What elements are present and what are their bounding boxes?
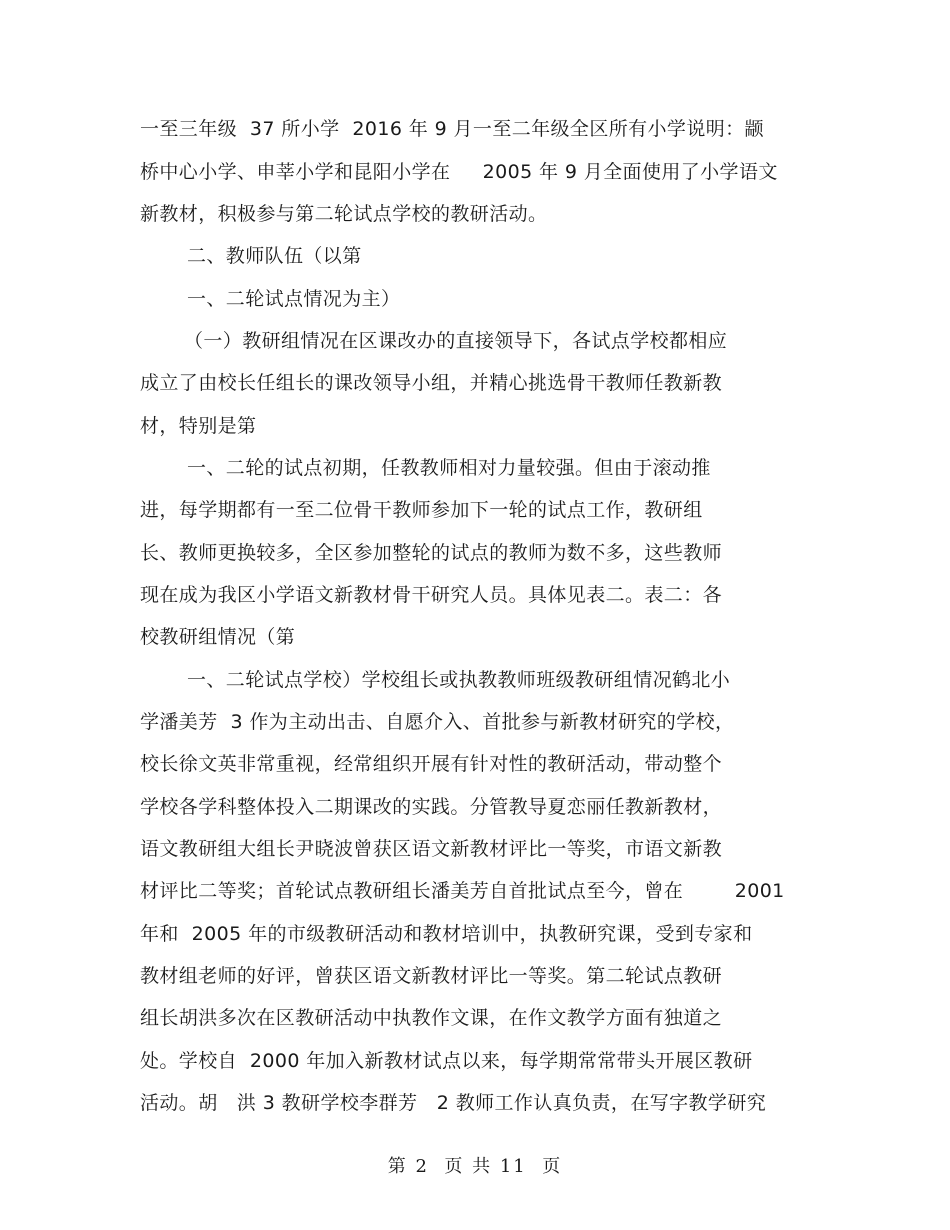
section-heading: 一、二轮试点情况为主） bbox=[187, 288, 401, 310]
text-line: 校长徐文英非常重视，经常组织开展有针对性的教研活动，带动整个 bbox=[140, 753, 723, 775]
text-line: 一、二轮试点学校）学校组长或执教教师班级教研组情况鹤北小 bbox=[187, 669, 731, 691]
text-line: 学潘美芳 3 作为主动出击、自愿介入、首批参与新教材研究的学校， bbox=[140, 711, 735, 733]
text-line: 一、二轮的试点初期，任教教师相对力量较强。但由于滚动推 bbox=[187, 457, 711, 479]
text-line: 语文教研组大组长尹晓波曾获区语文新教材评比一等奖，市语文新教 bbox=[140, 838, 723, 860]
text-line: 新教材，积极参与第二轮试点学校的教研活动。 bbox=[140, 203, 548, 225]
text-line: （一）教研组情况在区课改办的直接领导下，各试点学校都相应 bbox=[184, 330, 728, 352]
text-line: 桥中心小学、申莘小学和昆阳小学在 2005 年 9 月全面使用了小学语文 bbox=[140, 161, 778, 183]
text-line: 长、教师更换较多，全区参加整轮的试点的教师为数不多，这些教师 bbox=[140, 542, 723, 564]
text-line: 年和 2005 年的市级教研活动和教材培训中，执教研究课，受到专家和 bbox=[140, 923, 753, 945]
page-number-footer: 第 2 页 共 11 页 bbox=[387, 1156, 563, 1177]
text-line: 材评比二等奖；首轮试点教研组长潘美芳自首批试点至今，曾在 2001 bbox=[140, 880, 785, 902]
section-heading: 二、教师队伍（以第 bbox=[187, 245, 362, 267]
text-line: 活动。胡 洪 3 教研学校李群芳 2 教师工作认真负责，在写字教学研究 bbox=[140, 1092, 767, 1114]
text-line: 校教研组情况（第 bbox=[140, 626, 296, 648]
text-line: 成立了由校长任组长的课改领导小组，并精心挑选骨干教师任教新教 bbox=[140, 372, 723, 394]
text-line: 组长胡洪多次在区教研活动中执教作文课，在作文教学方面有独道之 bbox=[140, 1007, 723, 1029]
text-line: 材，特别是第 bbox=[140, 415, 257, 437]
text-line: 学校各学科整体投入二期课改的实践。分管教导夏恋丽任教新教材， bbox=[140, 796, 723, 818]
text-line: 教材组老师的好评，曾获区语文新教材评比一等奖。第二轮试点教研 bbox=[140, 965, 723, 987]
text-line: 现在成为我区小学语文新教材骨干研究人员。具体见表二。表二：各 bbox=[140, 584, 723, 606]
text-line: 处。学校自 2000 年加入新教材试点以来，每学期常常带头开展区教研 bbox=[140, 1050, 753, 1072]
text-line: 一至三年级 37 所小学 2016 年 9 月一至二年级全区所有小学说明：颛 bbox=[140, 118, 764, 140]
text-line: 进，每学期都有一至二位骨干教师参加下一轮的试点工作，教研组 bbox=[140, 499, 703, 521]
